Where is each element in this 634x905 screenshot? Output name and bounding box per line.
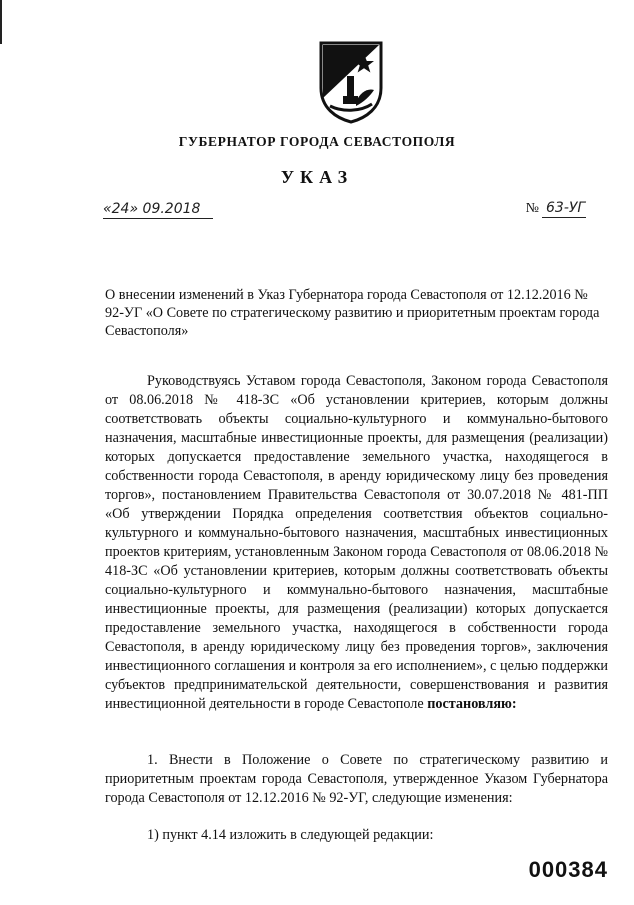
date-field bbox=[103, 200, 213, 219]
item-1-paragraph: 1. Внести в Положение о Совете по стратегическому развитию и приоритетным проектам города Севастополя, утвержденное Указом Губернатора города Севастополя от 12.12.2016 № 92-УГ, следующие изменения: bbox=[105, 752, 608, 806]
decree-subject: О внесении изменений в Указ Губернатора города Севастополя от 12.12.2016 № 92-УГ «О Совете по стратегическому развитию и приоритетным проектам города Севастополя» bbox=[105, 287, 600, 339]
number-handwritten: 63-УГ bbox=[546, 200, 586, 216]
preamble-paragraph bbox=[105, 372, 608, 714]
page-number: 000384 bbox=[528, 857, 608, 882]
decree-word: постановляю: bbox=[427, 696, 517, 712]
date-handwritten: «24» 09.2018 bbox=[103, 201, 201, 217]
number-sign: № bbox=[525, 201, 539, 216]
item-1-sub-1: 1) пункт 4.14 изложить в следующей редакции: bbox=[147, 827, 434, 843]
coat-of-arms-icon bbox=[318, 40, 384, 124]
number-field bbox=[526, 200, 586, 218]
scan-edge-mark bbox=[0, 0, 2, 44]
preamble-text: Руководствуясь Уставом города Севастополя, Законом города Севастополя от 08.06.2018 № 418-ЗС «Об установлении критериев, которым должны соответствовать объекты социально-культурного и коммунально-бытового назначения, масштабные инвестиционные проекты, для размещения (реализации) которых допускается предоставление земельного участка, находящегося в собственности города Севастополя, в аренду юридическому лицу без проведения торгов», постановлением Правительства Севастополя от 30.07.2018 № 481-ПП «Об утверждении Порядка определения соответствия объектов социально-культурного и коммунально-бытового назначения, масштабных инвестиционных проектов критериям, установленным Законом города Севастополя от 08.06.2018 № 418-ЗС «Об установлении критериев, которым должны соответствовать объекты социально-культурного и коммунально-бытового назначения, масштабные инвестиционные проекты, для размещения (реализации) которых допускается предоставление земельного участка, находящегося в собственности города Севастополя, в аренду юридическому лицу без проведения торгов», заключения инвестиционного соглашения и контроля за его исполнением», с целью поддержки субъектов предпринимательской деятельности, совершенствования и развития инвестиционной деятельности в городе Севастополе bbox=[105, 373, 608, 712]
governor-title: ГУБЕРНАТОР ГОРОДА СЕВАСТОПОЛЯ bbox=[178, 134, 456, 149]
number-line bbox=[542, 199, 586, 218]
document-type: УКАЗ bbox=[280, 167, 354, 187]
